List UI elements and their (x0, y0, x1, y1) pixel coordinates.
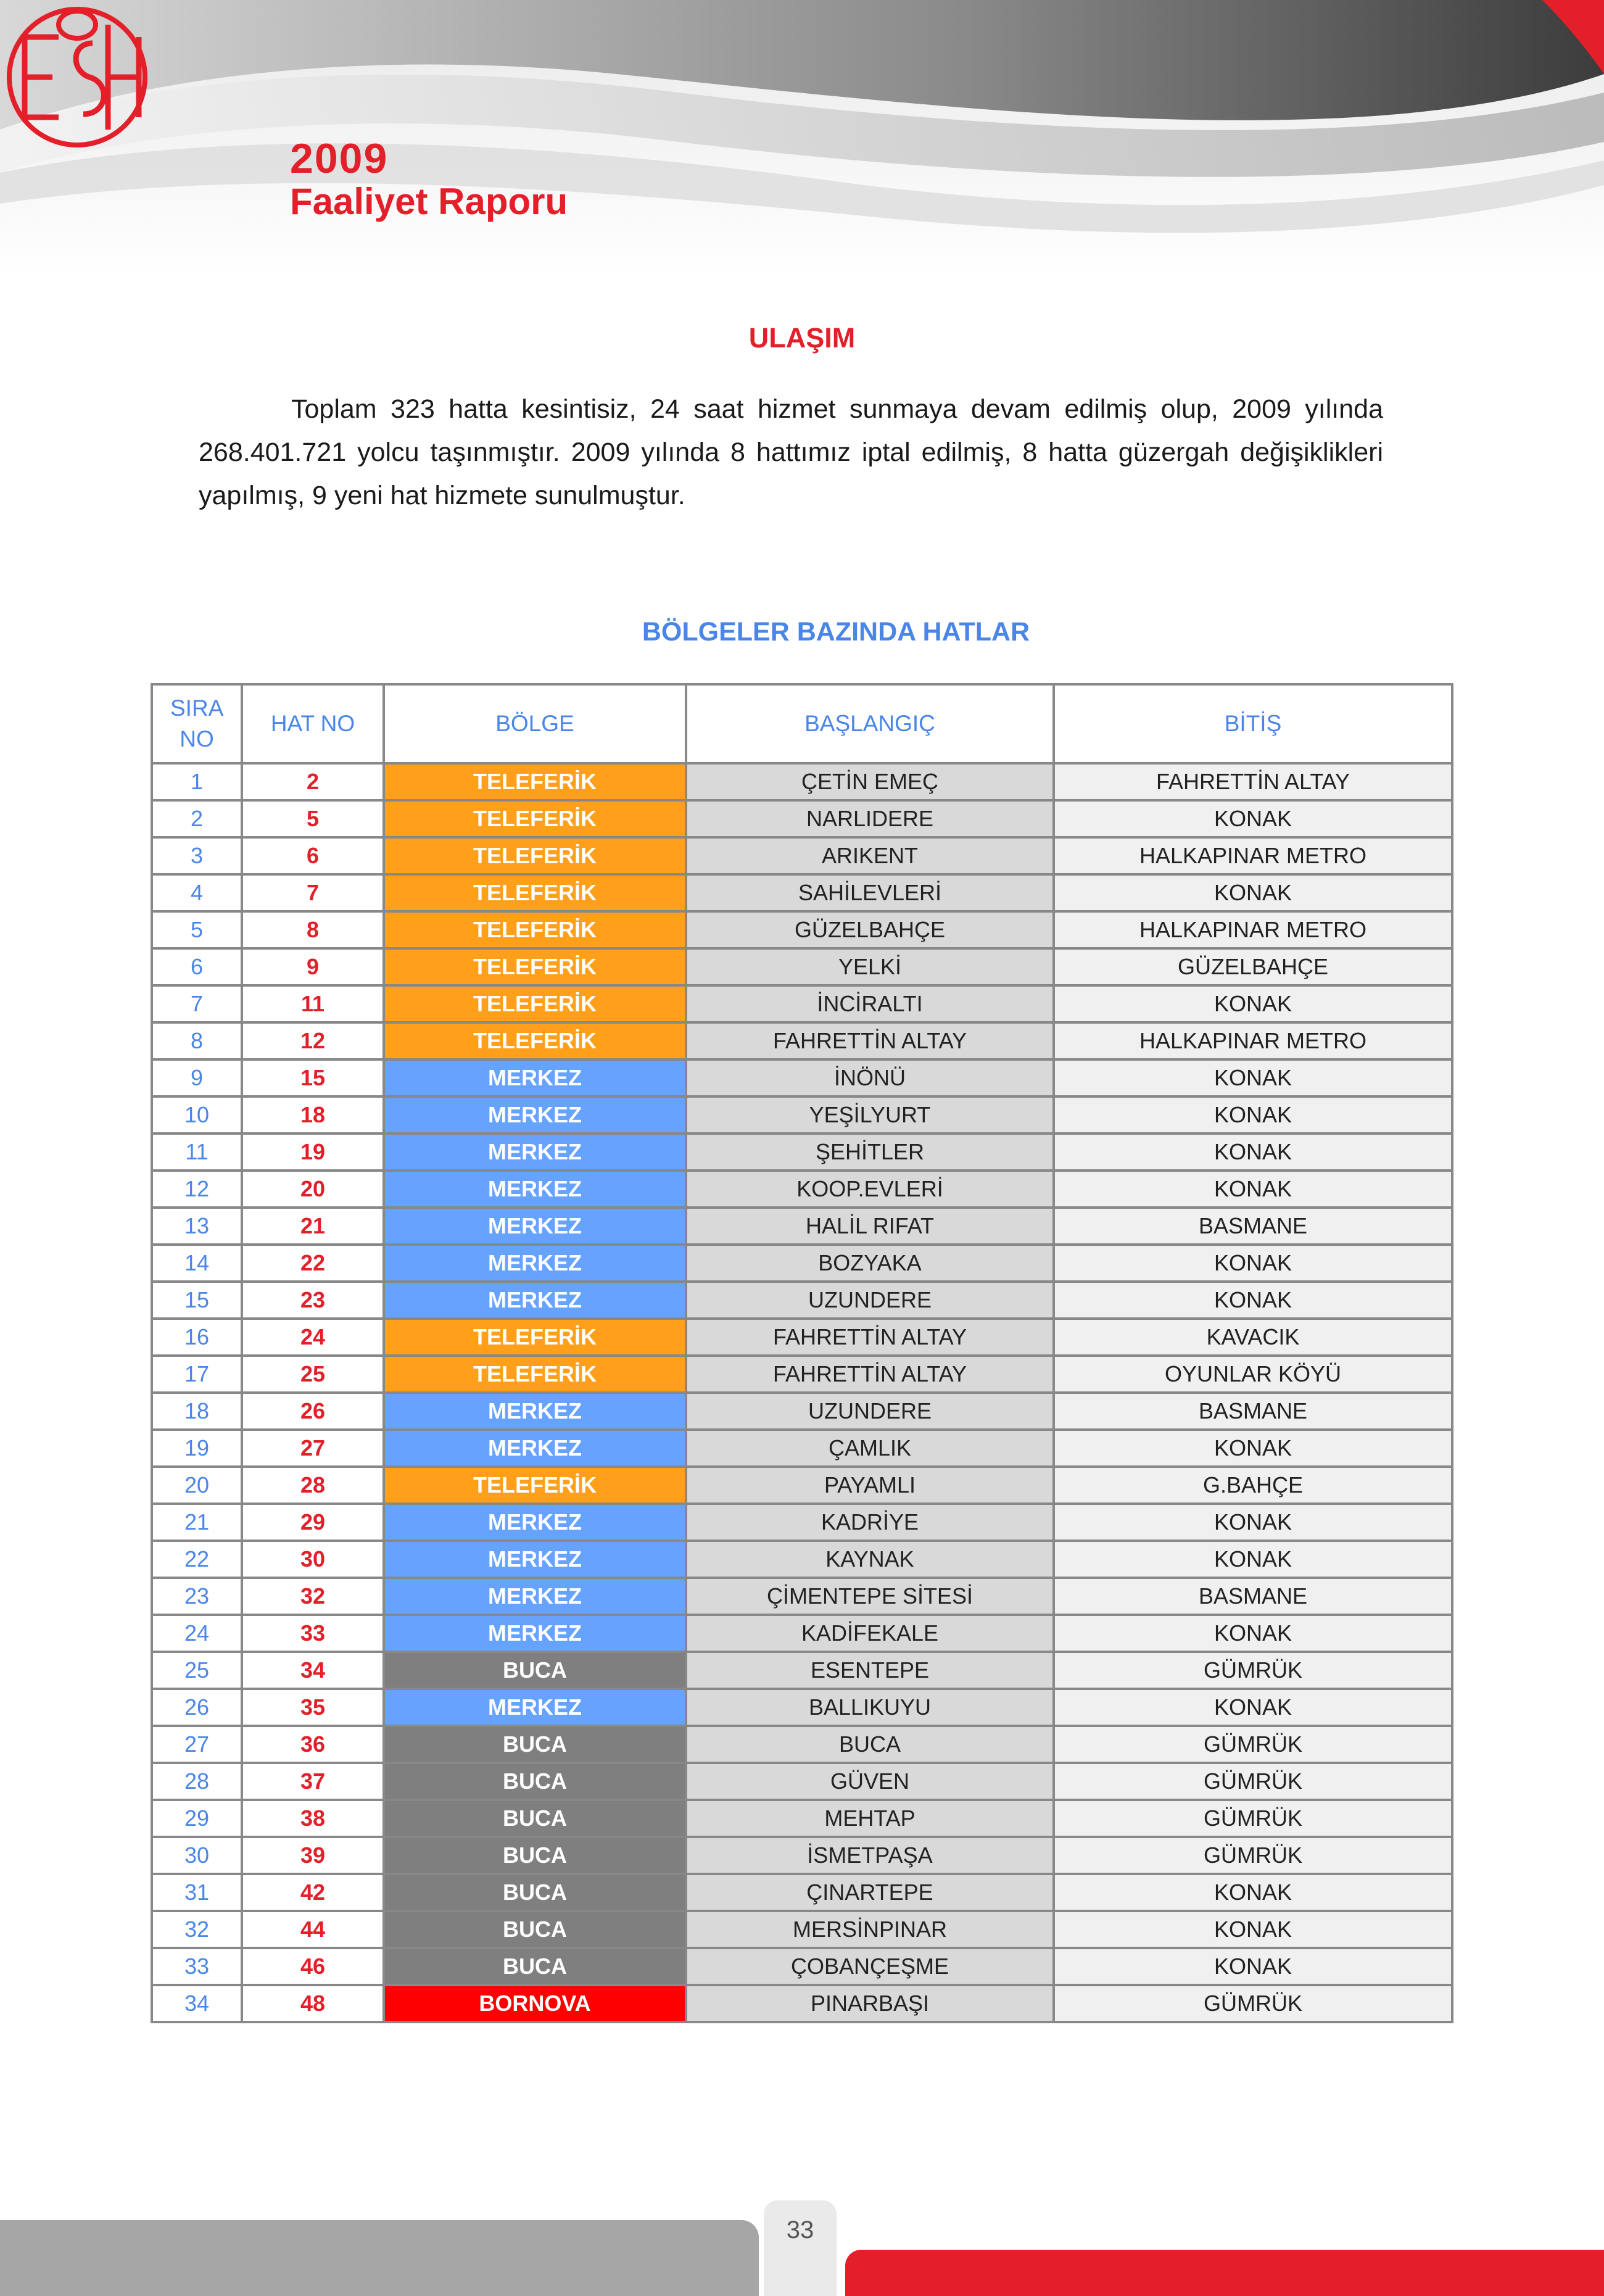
cell-hat-no: 18 (242, 1096, 384, 1133)
cell-hat-no: 38 (242, 1800, 384, 1837)
cell-bitis: KONAK (1054, 1911, 1452, 1948)
cell-baslangic: ÇETİN EMEÇ (686, 763, 1054, 800)
cell-bolge: BUCA (384, 1874, 686, 1911)
cell-baslangic: ÇİMENTEPE SİTESİ (686, 1578, 1054, 1615)
cell-bolge: MERKEZ (384, 1689, 686, 1726)
cell-baslangic: SAHİLEVLERİ (686, 874, 1054, 911)
table-row (152, 1133, 1452, 1171)
cell-sira-no: 14 (152, 1245, 242, 1282)
table-row (152, 1911, 1452, 1948)
cell-bitis: HALKAPINAR METRO (1054, 1022, 1452, 1059)
cell-baslangic: KAYNAK (686, 1541, 1054, 1578)
section-title: ULAŞIM (748, 322, 856, 354)
cell-bolge: MERKEZ (384, 1282, 686, 1319)
cell-hat-no: 26 (242, 1393, 384, 1430)
cell-hat-no: 42 (242, 1874, 384, 1911)
cell-bolge: MERKEZ (384, 1059, 686, 1096)
cell-sira-no: 16 (152, 1319, 242, 1356)
cell-bolge: BUCA (384, 1800, 686, 1837)
table-row (152, 800, 1452, 837)
table-row (152, 1393, 1452, 1430)
cell-sira-no: 1 (152, 763, 242, 800)
cell-hat-no: 39 (242, 1837, 384, 1874)
cell-bitis: GÜMRÜK (1054, 1837, 1452, 1874)
cell-sira-no: 7 (152, 985, 242, 1022)
cell-baslangic: NARLIDERE (686, 800, 1054, 837)
cell-sira-no: 33 (152, 1948, 242, 1985)
cell-bolge: MERKEZ (384, 1541, 686, 1578)
cell-bitis: FAHRETTİN ALTAY (1054, 763, 1452, 800)
cell-bitis: BASMANE (1054, 1208, 1452, 1245)
cell-bitis: KONAK (1054, 1541, 1452, 1578)
cell-bitis: GÜZELBAHÇE (1054, 948, 1452, 985)
cell-sira-no: 10 (152, 1096, 242, 1133)
cell-bolge: MERKEZ (384, 1504, 686, 1541)
cell-hat-no: 28 (242, 1467, 384, 1504)
cell-bitis: HALKAPINAR METRO (1054, 911, 1452, 948)
table-header-row (152, 684, 1452, 763)
cell-bolge: TELEFERİK (384, 800, 686, 837)
cell-sira-no: 22 (152, 1541, 242, 1578)
cell-bolge: BUCA (384, 1726, 686, 1763)
cell-bitis: BASMANE (1054, 1578, 1452, 1615)
cell-hat-no: 32 (242, 1578, 384, 1615)
cell-bolge: BORNOVA (384, 1985, 686, 2022)
report-year: 2009 (290, 135, 389, 182)
cell-bolge: TELEFERİK (384, 1319, 686, 1356)
cell-baslangic: MERSİNPINAR (686, 1911, 1054, 1948)
cell-hat-no: 25 (242, 1356, 384, 1393)
table-row (152, 911, 1452, 948)
cell-sira-no: 34 (152, 1985, 242, 2022)
cell-sira-no: 17 (152, 1356, 242, 1393)
table-row (152, 1059, 1452, 1096)
cell-sira-no: 9 (152, 1059, 242, 1096)
cell-baslangic: ARIKENT (686, 837, 1054, 874)
table-row (152, 1763, 1452, 1800)
cell-hat-no: 33 (242, 1615, 384, 1652)
cell-hat-no: 48 (242, 1985, 384, 2022)
cell-baslangic: BUCA (686, 1726, 1054, 1763)
header-swoosh-graphic (0, 0, 1604, 278)
table-row (152, 1652, 1452, 1689)
cell-bitis: KONAK (1054, 1059, 1452, 1096)
page-number-tab (764, 2200, 837, 2296)
cell-hat-no: 9 (242, 948, 384, 985)
table-row (152, 1689, 1452, 1726)
cell-sira-no: 19 (152, 1430, 242, 1467)
cell-baslangic: KADİFEKALE (686, 1615, 1054, 1652)
cell-bolge: TELEFERİK (384, 911, 686, 948)
cell-bitis: G.BAHÇE (1054, 1467, 1452, 1504)
cell-bolge: TELEFERİK (384, 874, 686, 911)
cell-sira-no: 13 (152, 1208, 242, 1245)
cell-hat-no: 21 (242, 1208, 384, 1245)
cell-sira-no: 30 (152, 1837, 242, 1874)
cell-bitis: KONAK (1054, 1245, 1452, 1282)
table-row (152, 1467, 1452, 1504)
cell-bolge: MERKEZ (384, 1615, 686, 1652)
page-number: 33 (786, 2216, 814, 2244)
cell-sira-no: 2 (152, 800, 242, 837)
cell-baslangic: PAYAMLI (686, 1467, 1054, 1504)
cell-hat-no: 22 (242, 1245, 384, 1282)
cell-bolge: BUCA (384, 1837, 686, 1874)
cell-bitis: KAVACIK (1054, 1319, 1452, 1356)
table-row (152, 1208, 1452, 1245)
cell-sira-no: 25 (152, 1652, 242, 1689)
cell-hat-no: 44 (242, 1911, 384, 1948)
cell-baslangic: MEHTAP (686, 1800, 1054, 1837)
cell-sira-no: 24 (152, 1615, 242, 1652)
cell-bitis: HALKAPINAR METRO (1054, 837, 1452, 874)
cell-hat-no: 8 (242, 911, 384, 948)
cell-bolge: TELEFERİK (384, 985, 686, 1022)
cell-bitis: KONAK (1054, 1874, 1452, 1911)
cell-baslangic: ŞEHİTLER (686, 1133, 1054, 1171)
cell-bolge: MERKEZ (384, 1096, 686, 1133)
cell-hat-no: 35 (242, 1689, 384, 1726)
cell-baslangic: İNCİRALTI (686, 985, 1054, 1022)
cell-bitis: GÜMRÜK (1054, 1726, 1452, 1763)
cell-sira-no: 29 (152, 1800, 242, 1837)
table-body (152, 763, 1452, 2022)
table-row (152, 874, 1452, 911)
cell-bolge: MERKEZ (384, 1245, 686, 1282)
footer-gray-bar (0, 2220, 759, 2296)
cell-baslangic: YEŞİLYURT (686, 1096, 1054, 1133)
cell-sira-no: 8 (152, 1022, 242, 1059)
table-row (152, 1096, 1452, 1133)
intro-paragraph: Toplam 323 hatta kesintisiz, 24 saat hizmet sunmaya devam edilmiş olup, 2009 yılında 268.401.721 yolcu taşınmıştır. 2009 yılında 8 hattımız iptal edilmiş, 8 hatta güzergah değişiklikleri yapılmış, 9 yeni hat hizmete sunulmuştur. (199, 394, 1383, 510)
cell-hat-no: 27 (242, 1430, 384, 1467)
cell-hat-no: 11 (242, 985, 384, 1022)
table-row (152, 837, 1452, 874)
cell-hat-no: 30 (242, 1541, 384, 1578)
cell-bitis: GÜMRÜK (1054, 1985, 1452, 2022)
cell-bitis: KONAK (1054, 1096, 1452, 1133)
cell-hat-no: 7 (242, 874, 384, 911)
cell-baslangic: İSMETPAŞA (686, 1837, 1054, 1874)
cell-bitis: GÜMRÜK (1054, 1652, 1452, 1689)
table-row (152, 1245, 1452, 1282)
cell-hat-no: 2 (242, 763, 384, 800)
cell-baslangic: ÇINARTEPE (686, 1874, 1054, 1911)
cell-sira-no: 4 (152, 874, 242, 911)
cell-bolge: MERKEZ (384, 1171, 686, 1208)
table-row (152, 1022, 1452, 1059)
cell-sira-no: 11 (152, 1133, 242, 1171)
table-row (152, 1800, 1452, 1837)
cell-bitis: BASMANE (1054, 1393, 1452, 1430)
cell-bitis: KONAK (1054, 985, 1452, 1022)
cell-hat-no: 6 (242, 837, 384, 874)
lines-by-region-table (151, 683, 1453, 2023)
table-row (152, 1726, 1452, 1763)
cell-bitis: GÜMRÜK (1054, 1763, 1452, 1800)
cell-bitis: KONAK (1054, 1171, 1452, 1208)
cell-bolge: MERKEZ (384, 1430, 686, 1467)
cell-sira-no: 32 (152, 1911, 242, 1948)
cell-bolge: TELEFERİK (384, 1356, 686, 1393)
cell-baslangic: UZUNDERE (686, 1282, 1054, 1319)
cell-hat-no: 19 (242, 1133, 384, 1171)
table-row (152, 1874, 1452, 1911)
cell-bitis: KONAK (1054, 1282, 1452, 1319)
table-row (152, 763, 1452, 800)
table-row (152, 1504, 1452, 1541)
table-row (152, 1985, 1452, 2022)
cell-sira-no: 27 (152, 1726, 242, 1763)
cell-baslangic: PINARBAŞI (686, 1985, 1054, 2022)
cell-bitis: KONAK (1054, 874, 1452, 911)
cell-baslangic: YELKİ (686, 948, 1054, 985)
cell-baslangic: GÜZELBAHÇE (686, 911, 1054, 948)
cell-sira-no: 15 (152, 1282, 242, 1319)
cell-sira-no: 26 (152, 1689, 242, 1726)
table-row (152, 1578, 1452, 1615)
cell-baslangic: ESENTEPE (686, 1652, 1054, 1689)
footer-red-bar (845, 2250, 1604, 2296)
header-baslangic: BAŞLANGIÇ (686, 684, 1054, 763)
table-row (152, 1948, 1452, 1985)
table-row (152, 1282, 1452, 1319)
cell-bolge: BUCA (384, 1948, 686, 1985)
table-row (152, 1541, 1452, 1578)
cell-bolge: TELEFERİK (384, 763, 686, 800)
report-header (0, 0, 1604, 278)
eshot-logo (0, 0, 154, 154)
report-title: Faaliyet Raporu (290, 181, 568, 222)
cell-hat-no: 36 (242, 1726, 384, 1763)
cell-bitis: KONAK (1054, 1504, 1452, 1541)
cell-bitis: KONAK (1054, 1948, 1452, 1985)
cell-bolge: MERKEZ (384, 1578, 686, 1615)
cell-bitis: GÜMRÜK (1054, 1800, 1452, 1837)
table-row (152, 1171, 1452, 1208)
header-bitis: BİTİŞ (1054, 684, 1452, 763)
cell-bolge: TELEFERİK (384, 837, 686, 874)
cell-baslangic: UZUNDERE (686, 1393, 1054, 1430)
header-bolge: BÖLGE (384, 684, 686, 763)
table-row (152, 948, 1452, 985)
table-row (152, 1837, 1452, 1874)
cell-bolge: TELEFERİK (384, 948, 686, 985)
cell-hat-no: 5 (242, 800, 384, 837)
cell-sira-no: 21 (152, 1504, 242, 1541)
cell-sira-no: 12 (152, 1171, 242, 1208)
cell-bitis: KONAK (1054, 1430, 1452, 1467)
table-row (152, 1430, 1452, 1467)
cell-bitis: OYUNLAR KÖYÜ (1054, 1356, 1452, 1393)
cell-hat-no: 24 (242, 1319, 384, 1356)
cell-hat-no: 29 (242, 1504, 384, 1541)
cell-bolge: BUCA (384, 1911, 686, 1948)
cell-bitis: KONAK (1054, 1133, 1452, 1171)
cell-baslangic: ÇOBANÇEŞME (686, 1948, 1054, 1985)
cell-bitis: KONAK (1054, 800, 1452, 837)
cell-baslangic: KADRİYE (686, 1504, 1054, 1541)
cell-bitis: KONAK (1054, 1615, 1452, 1652)
cell-baslangic: HALİL RIFAT (686, 1208, 1054, 1245)
cell-hat-no: 37 (242, 1763, 384, 1800)
cell-baslangic: BALLIKUYU (686, 1689, 1054, 1726)
header-hat-no: HAT NO (242, 684, 384, 763)
cell-bolge: TELEFERİK (384, 1022, 686, 1059)
cell-baslangic: FAHRETTİN ALTAY (686, 1356, 1054, 1393)
table-row (152, 1615, 1452, 1652)
cell-hat-no: 46 (242, 1948, 384, 1985)
cell-hat-no: 15 (242, 1059, 384, 1096)
cell-hat-no: 34 (242, 1652, 384, 1689)
cell-bolge: TELEFERİK (384, 1467, 686, 1504)
cell-hat-no: 20 (242, 1171, 384, 1208)
cell-sira-no: 31 (152, 1874, 242, 1911)
cell-bolge: MERKEZ (384, 1133, 686, 1171)
cell-baslangic: İNÖNÜ (686, 1059, 1054, 1096)
cell-bolge: MERKEZ (384, 1208, 686, 1245)
cell-sira-no: 3 (152, 837, 242, 874)
cell-sira-no: 6 (152, 948, 242, 985)
cell-hat-no: 12 (242, 1022, 384, 1059)
header-sira-no: SIRA NO (152, 684, 242, 763)
cell-baslangic: BOZYAKA (686, 1245, 1054, 1282)
cell-baslangic: KOOP.EVLERİ (686, 1171, 1054, 1208)
cell-sira-no: 20 (152, 1467, 242, 1504)
table-row (152, 1356, 1452, 1393)
cell-sira-no: 28 (152, 1763, 242, 1800)
cell-bolge: BUCA (384, 1763, 686, 1800)
cell-hat-no: 23 (242, 1282, 384, 1319)
cell-sira-no: 5 (152, 911, 242, 948)
cell-baslangic: GÜVEN (686, 1763, 1054, 1800)
table-row (152, 985, 1452, 1022)
cell-sira-no: 18 (152, 1393, 242, 1430)
cell-bolge: MERKEZ (384, 1393, 686, 1430)
table-row (152, 1319, 1452, 1356)
cell-sira-no: 23 (152, 1578, 242, 1615)
cell-baslangic: FAHRETTİN ALTAY (686, 1022, 1054, 1059)
table-title: BÖLGELER BAZINDA HATLAR (642, 617, 1030, 647)
cell-bolge: BUCA (384, 1652, 686, 1689)
cell-baslangic: ÇAMLIK (686, 1430, 1054, 1467)
cell-bitis: KONAK (1054, 1689, 1452, 1726)
cell-baslangic: FAHRETTİN ALTAY (686, 1319, 1054, 1356)
